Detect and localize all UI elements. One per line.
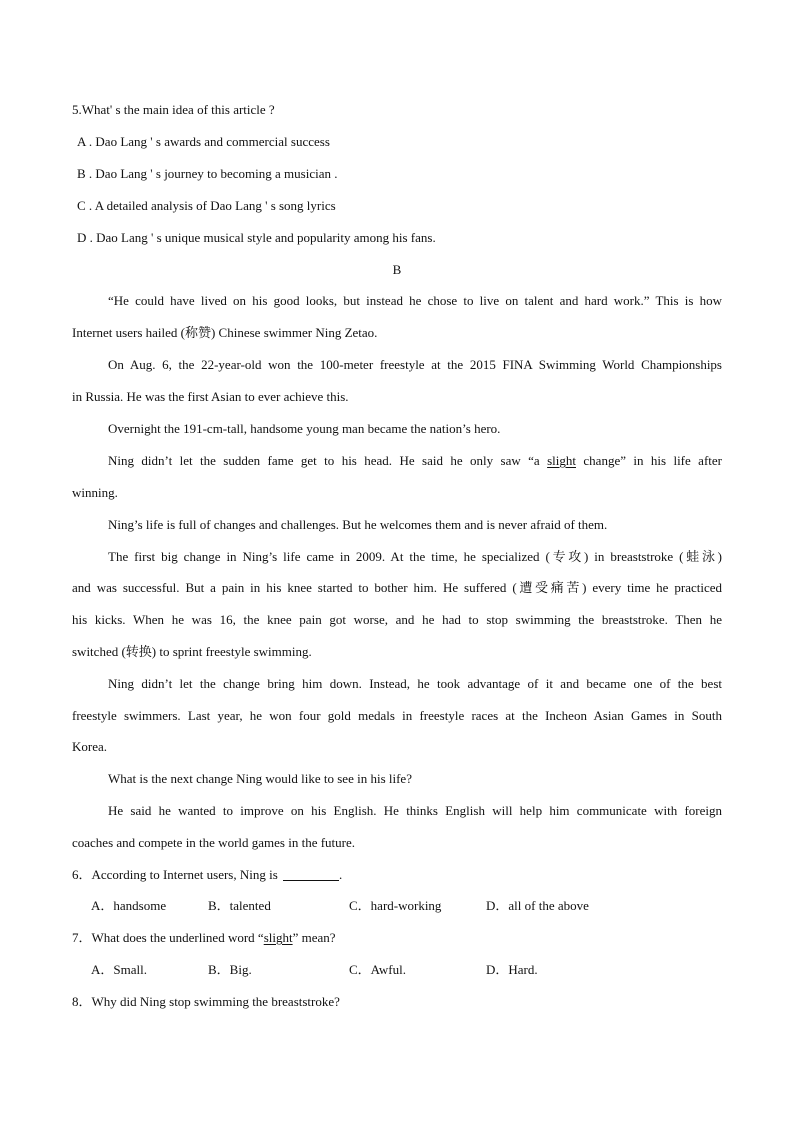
passage-p7-line3: Korea. xyxy=(72,739,108,754)
passage-p6-line1: The first big change in Ning’s life came in 2009. At the time, he specialized (专攻) in breaststroke (蛙泳) xyxy=(108,549,722,564)
passage-p1-line2: Internet users hailed (称赞) Chinese swimmer Ning Zetao. xyxy=(72,325,378,340)
q5-option-b: B . Dao Lang ' s journey to becoming a musician . xyxy=(77,166,338,181)
passage-p6-line3: his kicks. When he was 16, the knee pain got worse, and he had to stop swimming the breaststroke. Then he xyxy=(72,612,722,627)
q7-underlined-word: slight xyxy=(263,930,293,945)
passage-p3-line1: Overnight the 191-cm-tall, handsome young man became the nation’s hero. xyxy=(108,421,501,436)
q6-option-d: D．all of the above xyxy=(486,898,589,913)
q7-option-c: C．Awful. xyxy=(349,962,406,977)
q7-question xyxy=(72,930,722,946)
q6-question-text: 6．According to Internet users, Ning is xyxy=(72,867,278,882)
passage-p7-line1: Ning didn’t let the change bring him down. Instead, he took advantage of it and became one of the best xyxy=(108,676,722,691)
q6-option-b: B．talented xyxy=(208,898,271,913)
passage-p4-line2: winning. xyxy=(72,485,118,500)
passage-p4-text-post: change” in his life after xyxy=(576,453,722,468)
q7-option-d: D．Hard. xyxy=(486,962,538,977)
section-label: B xyxy=(392,262,402,277)
q5-question: 5.What' s the main idea of this article ? xyxy=(72,102,275,117)
passage-p1-line1: “He could have lived on his good looks, but instead he chose to live on talent and hard work.” This is how xyxy=(108,293,722,308)
passage-p4-line1 xyxy=(108,453,722,469)
q7-question-post: ” mean? xyxy=(292,930,336,945)
passage-p6-line4: switched (转换) to sprint freestyle swimming. xyxy=(72,644,312,659)
q6-question-end: . xyxy=(339,867,343,882)
passage-p9-line2: coaches and compete in the world games in the future. xyxy=(72,835,356,850)
q5-option-c: C . A detailed analysis of Dao Lang ' s song lyrics xyxy=(77,198,336,213)
q6-option-a: A．handsome xyxy=(91,898,167,913)
q6-option-c: C．hard-working xyxy=(349,898,442,913)
q5-option-a: A . Dao Lang ' s awards and commercial success xyxy=(77,134,330,149)
q6-answer-blank xyxy=(283,868,339,881)
passage-p2-line1: On Aug. 6, the 22-year-old won the 100-meter freestyle at the 2015 FINA Swimming World Championships xyxy=(108,357,722,372)
q8-question: 8．Why did Ning stop swimming the breaststroke? xyxy=(72,994,340,1009)
passage-p9-line1: He said he wanted to improve on his English. He thinks English will help him communicate with foreign xyxy=(108,803,722,818)
underlined-word-slight: slight xyxy=(547,453,576,468)
passage-p7-line2: freestyle swimmers. Last year, he won four gold medals in freestyle races at the Incheon Asian Games in South xyxy=(72,708,722,723)
q6-question xyxy=(72,867,722,883)
q7-option-b: B．Big. xyxy=(208,962,252,977)
passage-p5-line1: Ning’s life is full of changes and challenges. But he welcomes them and is never afraid of them. xyxy=(108,517,608,532)
q7-question-pre: 7．What does the underlined word “ xyxy=(72,930,264,945)
q5-option-d: D . Dao Lang ' s unique musical style and popularity among his fans. xyxy=(77,230,436,245)
passage-p4-text-pre: Ning didn’t let the sudden fame get to his head. He said he only saw “a xyxy=(108,453,548,468)
q7-option-a: A．Small. xyxy=(91,962,147,977)
passage-p8-line1: What is the next change Ning would like to see in his life? xyxy=(108,771,412,786)
passage-p6-line2: and was successful. But a pain in his knee started to bother him. He suffered (遭受痛苦) every time he practiced xyxy=(72,580,722,595)
passage-p2-line2: in Russia. He was the first Asian to ever achieve this. xyxy=(72,389,349,404)
